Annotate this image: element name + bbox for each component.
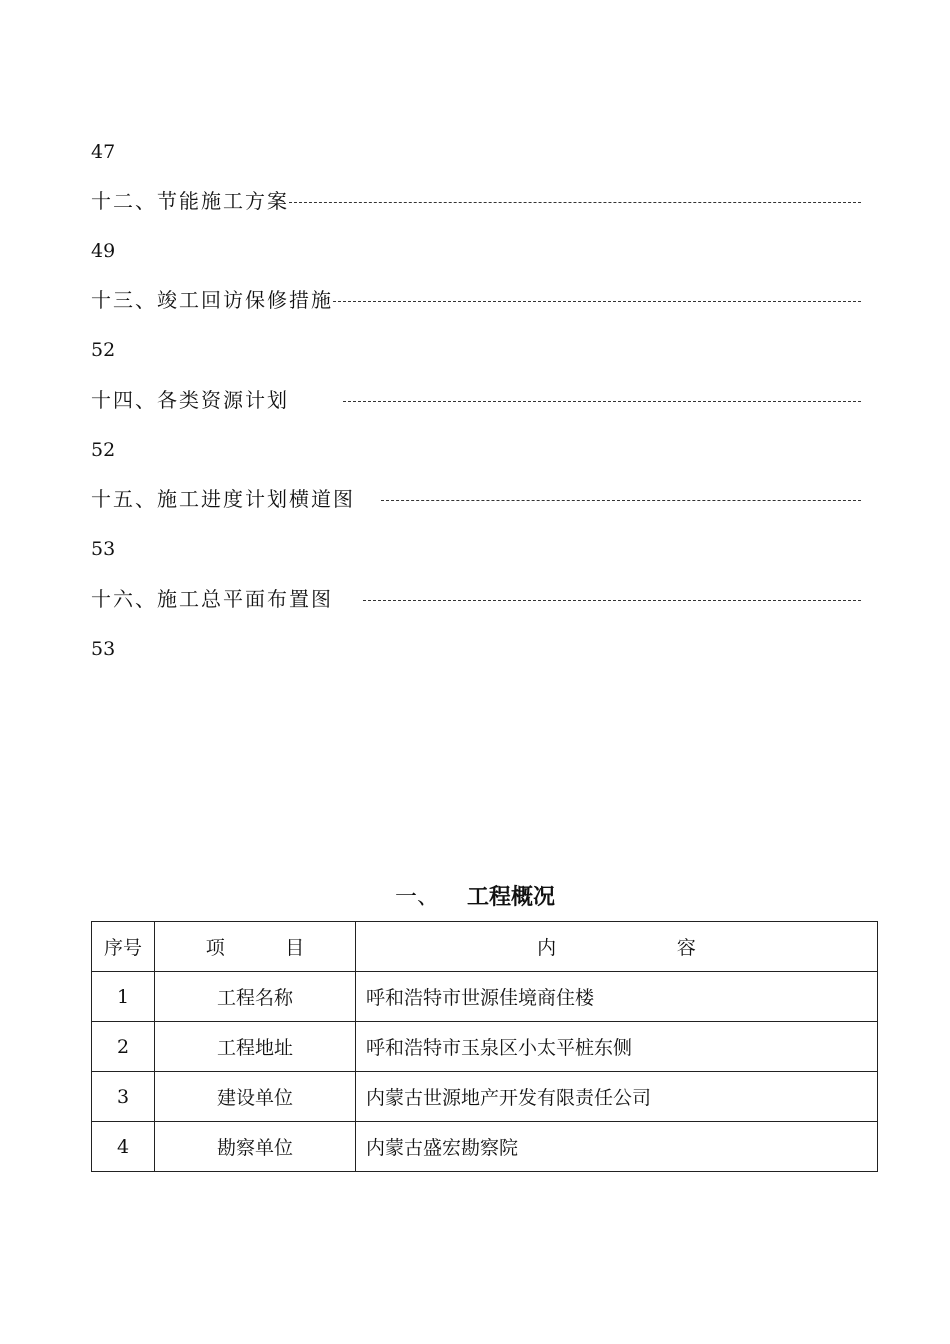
- row-no: 3: [92, 1072, 155, 1122]
- table-row: [92, 1072, 878, 1122]
- toc-page-number: 52: [91, 339, 116, 361]
- toc-entry-schedule-chart[interactable]: [91, 485, 861, 513]
- toc-leader-dashes: [343, 401, 861, 402]
- toc-entry-title: 十四、各类资源计划: [91, 388, 289, 412]
- row-no: 1: [92, 972, 155, 1022]
- header-content: 内 容: [356, 922, 878, 972]
- toc-leader-dashes: [381, 500, 861, 501]
- toc-entry-title: 十二、节能施工方案: [91, 189, 289, 213]
- row-no: 4: [92, 1122, 155, 1172]
- toc-entry-title: 十三、竣工回访保修措施: [91, 288, 333, 312]
- header-item: 项 目: [155, 922, 356, 972]
- toc-page-number: 47: [91, 141, 116, 163]
- toc-page-number: 52: [91, 439, 116, 461]
- toc-page-number: 53: [91, 538, 116, 560]
- row-item: 建设单位: [155, 1072, 356, 1122]
- table-row: [92, 1022, 878, 1072]
- row-item: 勘察单位: [155, 1122, 356, 1172]
- toc-entry-warranty[interactable]: [91, 286, 861, 314]
- toc-entry-resource-plan[interactable]: [91, 386, 861, 414]
- section-heading: [0, 882, 950, 914]
- toc-page-number: 49: [91, 240, 116, 262]
- row-content: 呼和浩特市玉泉区小太平桩东侧: [356, 1022, 878, 1072]
- table-row: [92, 972, 878, 1022]
- row-content: 内蒙古盛宏勘察院: [356, 1122, 878, 1172]
- row-item: 工程地址: [155, 1022, 356, 1072]
- toc-entry-energy-saving[interactable]: [91, 187, 861, 215]
- table-header-row: [92, 922, 878, 972]
- toc-entry-site-layout[interactable]: [91, 585, 861, 613]
- toc-entry-title: 十六、施工总平面布置图: [91, 587, 333, 611]
- toc-page-number: 53: [91, 638, 116, 660]
- toc-leader-dashes: [363, 600, 861, 601]
- row-content: 内蒙古世源地产开发有限责任公司: [356, 1072, 878, 1122]
- toc-entry-title: 十五、施工进度计划横道图: [91, 487, 355, 511]
- section-number: 一、: [394, 885, 439, 910]
- toc-leader-dashes: [289, 202, 861, 203]
- row-no: 2: [92, 1022, 155, 1072]
- table-row: [92, 1122, 878, 1172]
- header-no: 序号: [92, 922, 155, 972]
- section-title: 工程概况: [467, 885, 556, 910]
- project-overview-table: [91, 921, 878, 1172]
- row-content: 呼和浩特市世源佳境商住楼: [356, 972, 878, 1022]
- row-item: 工程名称: [155, 972, 356, 1022]
- toc-leader-dashes: [333, 301, 861, 302]
